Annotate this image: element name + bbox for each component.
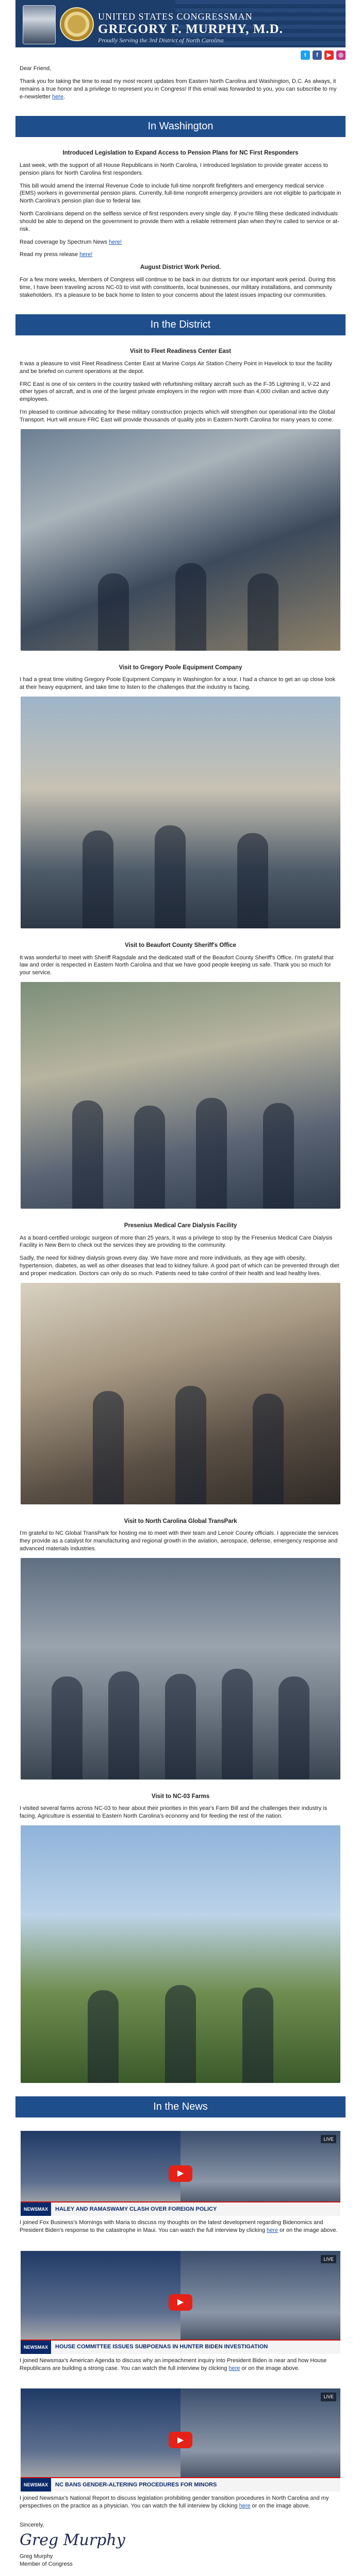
beaufort-photo xyxy=(21,982,340,1209)
news1-text-pre: I joined Fox Business's Mornings with Maria to discuss my thoughts on the latest development regarding Bidenomics and President Biden's response to the catastrophe in Maui. You can watch the full interview by clicking xyxy=(20,2219,323,2233)
ncfarms-article xyxy=(15,1786,346,2089)
chyron-headline: NC BANS GENDER-ALTERING PROCEDURES FOR MINORS xyxy=(55,2481,217,2488)
poole-photo xyxy=(21,697,340,928)
banner-line3: Proudly Serving the 3rd District of North Carolina xyxy=(98,37,224,44)
person-figure xyxy=(83,831,113,928)
presenius-article xyxy=(15,1215,346,1511)
signoff-name: Greg Murphy xyxy=(20,2553,53,2560)
press-release-link[interactable]: here! xyxy=(79,251,93,258)
chyron-headline: HALEY AND RAMASWAMY CLASH OVER FOREIGN POLICY xyxy=(55,2206,217,2212)
greeting: Dear Friend, xyxy=(20,65,52,72)
news2-link[interactable]: here xyxy=(228,2365,240,2371)
person-figure xyxy=(242,1988,273,2083)
subscribe-link[interactable]: here xyxy=(52,93,64,100)
poole-article xyxy=(15,657,346,935)
video-panel-right xyxy=(180,2251,340,2354)
transpark-photo xyxy=(21,1558,340,1780)
spectrum-news-link[interactable]: here! xyxy=(109,239,122,245)
section-washington: In Washington xyxy=(15,116,346,137)
live-tag: LIVE xyxy=(321,2135,336,2143)
frc-article xyxy=(15,341,346,656)
ncfarms-photo xyxy=(21,1825,340,2083)
intro-body: Thank you for taking the time to read my most recent updates from Eastern North Carolina and Washington, D.C. As always, it remains a true honor and a privilege to represent you in Congress! If this email was forwarded to you, you can subscribe to my e-newsletter xyxy=(20,78,337,100)
presenius-title: Presenius Medical Care Dialysis Facility xyxy=(124,1223,237,1229)
instagram-icon[interactable]: ◎ xyxy=(336,50,346,60)
person-figure xyxy=(93,1391,124,1504)
news1 xyxy=(15,2123,346,2243)
newsletter xyxy=(15,0,346,2576)
news1-video[interactable] xyxy=(21,2131,340,2216)
person-figure xyxy=(263,1103,294,1209)
video-chyron xyxy=(21,2201,340,2216)
intro-text xyxy=(20,78,341,101)
presenius-photo xyxy=(21,1283,340,1504)
beaufort-text: It was wonderful to meet with Sheriff Ragsdale and the dedicated staff of the Beaufort County Sheriff's Office. I'm grateful that law and order is respected in Eastern North Carolina and that we have good people keeping us safe. Thank you so much for your service. xyxy=(20,954,334,976)
video-chyron xyxy=(21,2340,340,2354)
news1-text-post: or on the image above. xyxy=(278,2227,338,2233)
person-figure xyxy=(134,1106,165,1209)
network-label: NEWSMAX xyxy=(21,2341,51,2354)
congress-seal-icon xyxy=(60,7,94,41)
pension-p3: North Carolinians depend on the selfless service of first responders every single day. If you're filling these dedicated individuals should be able to depend on the government to provide them with a reliable retirement plan when they're called to service or at-risk. xyxy=(20,211,339,232)
play-icon[interactable]: ▶ xyxy=(169,2165,192,2182)
beaufort-article xyxy=(15,935,346,1215)
pension-title: Introduced Legislation to Expand Access to Pension Plans for NC First Responders xyxy=(62,150,299,157)
news2-text-pre: I joined Newsmax's American Agenda to discuss why an impeachment inquiry into President Biden is near and how House Republicans are building a strong case. You can watch the full interview by clicking xyxy=(20,2357,327,2371)
signoff xyxy=(15,2518,346,2571)
pension-p5 xyxy=(20,251,341,259)
frc-photo xyxy=(21,429,340,651)
video-chyron xyxy=(21,2477,340,2492)
news2 xyxy=(15,2243,346,2381)
network-label: NEWSMAX xyxy=(21,2478,51,2492)
banner-line2: GREGORY F. MURPHY, M.D. xyxy=(98,22,283,36)
august-text: For a few more weeks, Members of Congress will continue to be back in our districts for our important work period. During this time, I have been traveling across NC-03 to visit with constituents, local businesses, our military installations, and community stakeholders. It's a pleasure to be back home to listen to your concerns about the latest issues impacting our communities. xyxy=(20,276,336,298)
signature: Greg Murphy xyxy=(20,2531,125,2549)
congressman-portrait xyxy=(23,5,56,44)
pension-p4 xyxy=(20,239,341,246)
frc-title: Visit to Fleet Readiness Center East xyxy=(130,348,231,355)
news1-text xyxy=(20,2219,341,2234)
presenius-p2: Sadly, the need for kidney dialysis grows every day. We have more and more individuals, as they age with obesity, hypertension, diabetes, as well as other diseases that lead to kidney failure. A good part of which can be prevented through diet and proper medication. Doctors can only do so much. Patients need to take control of their health and lead healthy lives. xyxy=(20,1255,339,1277)
person-figure xyxy=(248,573,278,651)
person-figure xyxy=(196,1098,227,1209)
beaufort-title: Visit to Beaufort County Sheriff's Office xyxy=(125,942,236,948)
pension-p4-text: Read coverage by Spectrum News xyxy=(20,239,109,245)
person-figure xyxy=(222,1669,253,1780)
social-links xyxy=(15,47,346,62)
section-district: In the District xyxy=(15,314,346,335)
person-figure xyxy=(165,1985,196,2083)
person-figure xyxy=(175,1386,206,1504)
person-figure xyxy=(88,1990,119,2083)
banner-line1: UNITED STATES CONGRESSMAN xyxy=(98,11,253,22)
news3-video[interactable] xyxy=(21,2388,340,2492)
intro xyxy=(15,62,346,109)
youtube-icon[interactable]: ▶ xyxy=(324,50,334,60)
news2-text-post: or on the image above. xyxy=(240,2365,300,2371)
person-figure xyxy=(237,833,268,928)
twitter-icon[interactable]: t xyxy=(301,50,310,60)
video-panel-left xyxy=(21,2251,180,2354)
person-figure xyxy=(108,1671,139,1780)
august-title: August District Work Period. xyxy=(140,264,221,271)
pension-p1: Last week, with the support of all House Republicans in North Carolina, I introduced legislation to provide greater access to pension plans for North Carolina first responders. xyxy=(20,162,328,176)
header-banner xyxy=(15,0,346,47)
facebook-icon[interactable]: f xyxy=(313,50,322,60)
pension-article xyxy=(15,142,346,307)
news3-link[interactable]: here xyxy=(239,2503,251,2510)
news2-text xyxy=(20,2357,341,2372)
person-figure xyxy=(98,573,129,651)
video-panel-left xyxy=(21,2388,180,2492)
news3-text-pre: I joined Newsmax's National Report to discuss legislation prohibiting gender transition procedures in North Carolina and my perspectives on the practice as a physician. You can watch the full interview by clicking xyxy=(20,2495,329,2510)
person-figure xyxy=(165,1674,196,1780)
frc-p2: FRC East is one of six centers in the country tasked with refurbishing military aircraft such as the F-35 Lightning II, V-22 and other types of aircraft, and is one of the largest private employers in the region with more than 4,000 civilian and active duty employees. xyxy=(20,381,331,403)
transpark-text: I'm grateful to NC Global TransPark for hosting me to meet with their team and Lenoir County officials. I appreciate the services they provide as a catalyst for manufacturing and regional growth in the aviation, aerospace, defense, emergency response and advanced materials industries. xyxy=(20,1530,339,1552)
poole-title: Visit to Gregory Poole Equipment Company xyxy=(119,664,242,671)
person-figure xyxy=(278,1676,309,1780)
section-news: In the News xyxy=(15,2096,346,2117)
pension-p5-text: Read my press release xyxy=(20,251,80,258)
ncfarms-title: Visit to NC-03 Farms xyxy=(151,1793,210,1800)
news1-link[interactable]: here xyxy=(267,2227,278,2233)
poole-text: I had a great time visiting Gregory Poole Equipment Company in Washington for a tour. I had a chance to get an up close look at their heavy equipment, and take time to listen to the challenges that the industry is facing. xyxy=(20,676,336,691)
transpark-article xyxy=(15,1511,346,1786)
frc-p3: I'm pleased to continue advocating for these military construction projects which will strengthen our operational into the Global Transport. Hurt will ensure FRC East will provide thousands of quality jobs in Eastern North Carolina for many years to come. xyxy=(20,409,335,423)
person-figure xyxy=(175,563,206,651)
live-tag: LIVE xyxy=(321,2393,336,2401)
person-figure xyxy=(253,1394,284,1504)
person-figure xyxy=(52,1676,83,1780)
person-figure xyxy=(72,1100,103,1209)
ncfarms-text: I visited several farms across NC-03 to hear about their priorities in this year's Farm Bill and the challenges their industry is facing. Agriculture is essential to Eastern North Carolina's economy and for feeding the rest of the nation. xyxy=(20,1805,327,1820)
person-figure xyxy=(155,825,186,928)
intro-end: . xyxy=(63,93,65,100)
chyron-headline: HOUSE COMMITTEE ISSUES SUBPOENAS IN HUNTER BIDEN INVESTIGATION xyxy=(55,2344,268,2350)
presenius-p1: As a board-certified urologic surgeon of more than 25 years, it was a privilege to stop by the Fresenius Medical Care Dialysis Facility in New Bern to check out the services they are providing to the community. xyxy=(20,1234,333,1249)
network-label: NEWSMAX xyxy=(21,2202,51,2216)
news3 xyxy=(15,2380,346,2518)
video-panel-right xyxy=(180,2388,340,2492)
play-icon[interactable]: ▶ xyxy=(169,2294,192,2311)
live-tag: LIVE xyxy=(321,2255,336,2263)
frc-p1: It was a pleasure to visit Fleet Readiness Center East at Marine Corps Air Station Cherry Point in Havelock to tour the facility and be briefed on current operations at the depot. xyxy=(20,360,332,375)
news2-video[interactable] xyxy=(21,2251,340,2354)
play-icon[interactable]: ▶ xyxy=(169,2432,192,2448)
sincerely-text: Sincerely, xyxy=(20,2522,44,2529)
transpark-title: Visit to North Carolina Global TransPark xyxy=(124,1518,237,1524)
news3-text xyxy=(20,2495,341,2510)
signoff-role: Member of Congress xyxy=(20,2561,73,2568)
pension-p2: This bill would amend the Internal Revenue Code to include full-time nonprofit firefighters and emergency medical service (EMS) workers in governmental pension plans. Currently, full-time nonprofit emergency providers are not eligible to participate in North Carolina's pension plan due to federal law. xyxy=(20,182,341,205)
news3-text-post: or on the image above. xyxy=(250,2503,310,2510)
